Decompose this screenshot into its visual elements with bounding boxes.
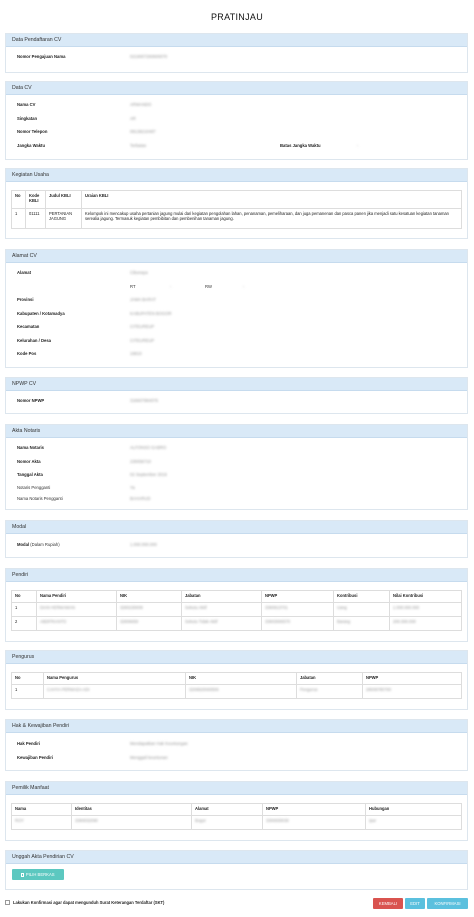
table-row bbox=[12, 685, 462, 699]
col-jabatan: Jabatan bbox=[297, 673, 363, 685]
section-header: Akta Notaris bbox=[6, 425, 467, 438]
cell-jabatan: Sekutu Aktif bbox=[182, 603, 262, 617]
section-pendaftaran bbox=[5, 33, 468, 73]
cell-nama: ROY bbox=[12, 816, 72, 830]
singkatan-label: Singkatan bbox=[17, 116, 38, 121]
kode-pos-value: 16810 bbox=[130, 351, 142, 356]
section-header: Data CV bbox=[6, 82, 467, 95]
section-npwp-cv bbox=[5, 377, 468, 414]
col-nama: Nama bbox=[12, 804, 72, 816]
cell-npwp: 3390913701 bbox=[262, 603, 334, 617]
cell-uraian: Kelompok ini mencakup usaha pertanian jagung mulai dari kegiatan pengolahan lahan, penanaman, pemeliharaan, dan juga pemanenan dan pasca panen jika menjadi satu kesatuan kegiatan tanaman serealia jagung. Termasuk kegiatan pembibitan dan pembenihan tanaman jagung. bbox=[82, 209, 462, 229]
section-header: NPWP CV bbox=[6, 378, 467, 391]
col-uraian-kbli: Uraian KBLI bbox=[82, 191, 462, 209]
pendiri-table bbox=[11, 590, 462, 631]
section-akta-notaris bbox=[5, 424, 468, 510]
cell-kontribusi: Barang bbox=[334, 617, 390, 631]
edit-button[interactable]: EDIT bbox=[405, 898, 425, 909]
section-header: Modal bbox=[6, 521, 467, 534]
cell-jabatan: Sekutu Tidak Aktif bbox=[182, 617, 262, 631]
cell-nik: 3208820060506 bbox=[186, 685, 297, 699]
section-pengurus bbox=[5, 650, 468, 710]
table-row bbox=[12, 603, 462, 617]
npwp-value: 316607984076 bbox=[130, 398, 158, 403]
batas-jangka-label: Batas Jangka Waktu bbox=[280, 143, 321, 148]
kegiatan-table bbox=[11, 190, 462, 229]
kembali-button[interactable]: KEMBALI bbox=[373, 898, 403, 909]
modal-label-bold: Modal bbox=[17, 542, 30, 547]
alamat-label: Alamat bbox=[17, 270, 31, 275]
table-row bbox=[12, 209, 462, 229]
npwp-label: Nomor NPWP bbox=[17, 398, 45, 403]
table-header-row bbox=[12, 191, 462, 209]
table-header-row bbox=[12, 591, 462, 603]
rt-label: RT bbox=[130, 284, 136, 289]
col-no: No bbox=[12, 191, 26, 209]
pengurus-table bbox=[11, 672, 462, 699]
hak-pendiri-value: Mendapatkan Hak Keuntungan bbox=[130, 741, 188, 746]
rw-label: RW bbox=[205, 284, 212, 289]
col-npwp: NPWP bbox=[262, 591, 334, 603]
cell-jabatan: Pengurus bbox=[297, 685, 363, 699]
provinsi-value: JAWA BARAT bbox=[130, 297, 156, 302]
table-header-row bbox=[12, 673, 462, 685]
section-header: Alamat CV bbox=[6, 250, 467, 263]
col-kontribusi: Kontribusi bbox=[334, 591, 390, 603]
col-nama-pendiri: Nama Pendiri bbox=[37, 591, 117, 603]
singkatan-value: AR bbox=[130, 116, 136, 121]
cell-identitas: 3390032090 bbox=[72, 816, 192, 830]
alamat-value: Cibunaya bbox=[130, 270, 148, 275]
cell-no: 1 bbox=[12, 209, 26, 229]
notaris-pengganti-label: Notaris Pengganti bbox=[17, 485, 51, 490]
nama-cv-value: ARMANDO bbox=[130, 102, 152, 107]
table-header-row bbox=[12, 804, 462, 816]
kelurahan-value: CITEUREUP bbox=[130, 338, 155, 343]
notaris-pengganti-value: Ya bbox=[130, 485, 135, 490]
page-title: PRATINJAU bbox=[210, 12, 264, 22]
jangka-waktu-label: Jangka Waktu bbox=[17, 143, 46, 148]
kabupaten-label: Kabupaten / Kotamadya bbox=[17, 311, 65, 316]
cell-no: 1 bbox=[12, 685, 44, 699]
section-header: Hak & Kewajiban Pendiri bbox=[6, 720, 467, 733]
section-kegiatan-usaha bbox=[5, 168, 468, 239]
section-modal bbox=[5, 520, 468, 558]
col-nik: NIK bbox=[186, 673, 297, 685]
col-npwp: NPWP bbox=[263, 804, 366, 816]
pilih-berkas-button[interactable] bbox=[12, 869, 64, 880]
cell-no: 1 bbox=[12, 603, 37, 617]
tanggal-akta-value: 02 September 2019 bbox=[130, 472, 167, 477]
cell-nilai: 1.000.000.000 bbox=[390, 603, 462, 617]
col-no: No bbox=[12, 591, 37, 603]
col-nama-pengurus: Nama Pengurus bbox=[44, 673, 186, 685]
nama-cv-label: Nama CV bbox=[17, 102, 36, 107]
rw-value: - bbox=[243, 284, 245, 289]
modal-label-unit: (Dalam Rupiah) bbox=[29, 542, 60, 547]
nomor-pengajuan-label: Nomor Pengajuan Nama bbox=[17, 54, 66, 59]
nama-notaris-value: ALFONSO GABRO bbox=[130, 445, 167, 450]
cell-hubungan: Ipar bbox=[366, 816, 462, 830]
kewajiban-pendiri-value: Menggali keuntunan bbox=[130, 755, 168, 760]
cell-judul: PERTANIAN JAGUNG bbox=[46, 209, 82, 229]
col-no: No bbox=[12, 673, 44, 685]
confirm-text: Lakukan Konfirmasi agar dapat mengunduh Surat Keterangan Terdaftar (SKT) bbox=[13, 900, 165, 905]
cell-nama: CAHYA PERMADA ADI bbox=[44, 685, 186, 699]
cell-no: 2 bbox=[12, 617, 37, 631]
provinsi-label: Provinsi bbox=[17, 297, 34, 302]
modal-value: 1.000.000.000 bbox=[130, 542, 157, 547]
file-icon bbox=[21, 873, 24, 877]
section-header: Unggah Akta Pendirian CV bbox=[6, 851, 467, 864]
nama-notaris-label: Nama Notaris bbox=[17, 445, 44, 450]
col-npwp: NPWP bbox=[363, 673, 462, 685]
konfirmasi-button[interactable]: KONFIRMASI bbox=[427, 898, 468, 909]
kode-pos-label: Kode Pos bbox=[17, 351, 37, 356]
cell-kode: 01111 bbox=[26, 209, 46, 229]
cell-npwp: 28009780700 bbox=[363, 685, 462, 699]
table-row bbox=[12, 617, 462, 631]
kewajiban-pendiri-label: Kewajiban Pendiri bbox=[17, 755, 54, 760]
section-hak-kewajiban bbox=[5, 719, 468, 771]
kabupaten-value: KABUPATEN BOGOR bbox=[130, 311, 172, 316]
section-alamat-cv bbox=[5, 249, 468, 368]
section-header: Pengurus bbox=[6, 651, 467, 664]
col-alamat: Alamat bbox=[192, 804, 263, 816]
nama-notaris-pengganti-value: BAHARUD bbox=[130, 496, 151, 501]
section-unggah-akta bbox=[5, 850, 468, 890]
cell-nama: DIAN HERMAWAN bbox=[37, 603, 117, 617]
batas-jangka-value: - bbox=[357, 143, 359, 148]
section-header: Kegiatan Usaha bbox=[6, 169, 467, 182]
jangka-waktu-value: Terbatas bbox=[130, 143, 147, 148]
telepon-label: Nomor Telepon bbox=[17, 129, 48, 134]
col-kode-kbli: Kode KBLI bbox=[26, 191, 46, 209]
cell-nama: ABDFRIANTO bbox=[37, 617, 117, 631]
kelurahan-label: Kelurahan / Desa bbox=[17, 338, 51, 343]
section-pemilik-manfaat bbox=[5, 781, 468, 841]
nomor-akta-label: Nomor Akta bbox=[17, 459, 41, 464]
tanggal-akta-label: Tanggal Akta bbox=[17, 472, 43, 477]
telepon-value: 08138210487 bbox=[130, 129, 156, 134]
section-header: Pemilik Manfaat bbox=[6, 782, 467, 795]
section-header: Pendiri bbox=[6, 569, 467, 582]
nama-notaris-pengganti-label: Nama Notaris Pengganti bbox=[17, 496, 63, 501]
pemilik-table bbox=[11, 803, 462, 830]
col-nilai-kontribusi: Nilai Kontribusi bbox=[390, 591, 462, 603]
col-nik: NIK bbox=[117, 591, 182, 603]
section-header: Data Pendaftaran CV bbox=[6, 34, 467, 47]
modal-label bbox=[17, 542, 60, 547]
section-data-cv bbox=[5, 81, 468, 160]
section-pendiri bbox=[5, 568, 468, 642]
cell-alamat: Bogor bbox=[192, 816, 263, 830]
nomor-akta-value: 230056710 bbox=[130, 459, 151, 464]
col-hubungan: Hubungan bbox=[366, 804, 462, 816]
nomor-pengajuan-value: 0219007260600070 bbox=[130, 54, 168, 59]
confirm-checkbox[interactable] bbox=[5, 900, 10, 905]
col-jabatan: Jabatan bbox=[182, 591, 262, 603]
cell-kontribusi: Uang bbox=[334, 603, 390, 617]
cell-npwp: 3306930030 bbox=[263, 816, 366, 830]
col-identitas: Identitas bbox=[72, 804, 192, 816]
cell-nik: 3280230009 bbox=[117, 603, 182, 617]
col-judul-kbli: Judul KBLI bbox=[46, 191, 82, 209]
hak-pendiri-label: Hak Pendiri bbox=[17, 741, 41, 746]
kecamatan-value: CITEUREUP bbox=[130, 324, 155, 329]
pilih-berkas-label: PILIH BERKAS bbox=[25, 872, 55, 877]
cell-npwp: 33903006570 bbox=[262, 617, 334, 631]
rt-value: - bbox=[170, 284, 172, 289]
cell-nik: 32806659 bbox=[117, 617, 182, 631]
cell-nilai: 200.000.000 bbox=[390, 617, 462, 631]
kecamatan-label: Kecamatan bbox=[17, 324, 40, 329]
table-row bbox=[12, 816, 462, 830]
